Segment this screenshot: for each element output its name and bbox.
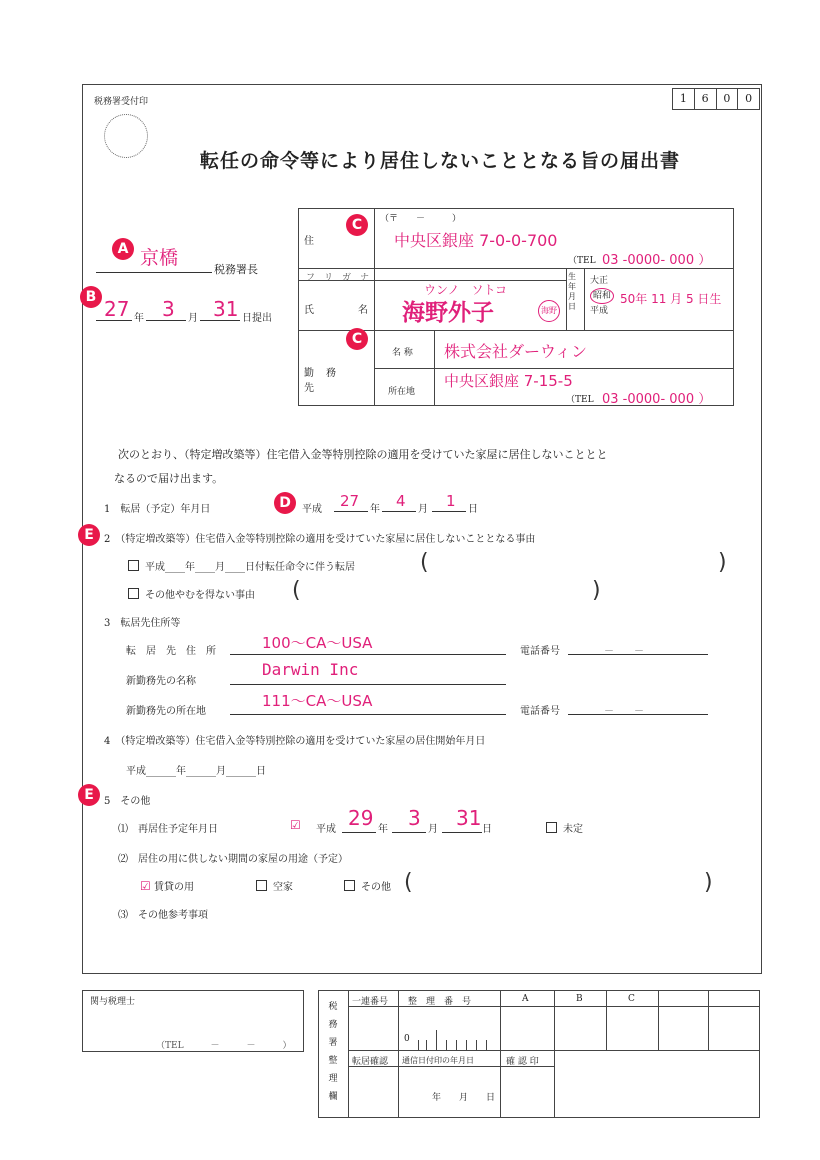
item2-option-1[interactable]: [128, 558, 355, 573]
checkbox[interactable]: [546, 822, 557, 833]
underline: [392, 832, 426, 833]
form-code-digit: 6: [695, 89, 717, 109]
item5-2-option-3-label: その他: [361, 882, 391, 893]
item5-2-option-3[interactable]: [344, 878, 391, 893]
name-label: 氏: [304, 305, 314, 316]
era-heisei: 平成: [590, 306, 609, 316]
item4-label: 4 （特定増改築等）住宅借入金等特別控除の適用を受けていた家屋の居住開始年月日: [104, 736, 486, 747]
tick: [476, 1040, 477, 1050]
era-options: [590, 274, 614, 318]
tick: [466, 1040, 467, 1050]
item1-month-unit: 月: [418, 504, 428, 515]
item2-option-2-label: その他やむを得ない事由: [145, 590, 255, 601]
item5-month-unit: 月: [428, 824, 438, 835]
item5-1-year: 29: [348, 806, 374, 830]
office-column-label: 税務署整理欄: [328, 1002, 338, 1102]
company-name-label: 名 称: [392, 348, 413, 358]
check-mark-icon[interactable]: ☑: [290, 818, 301, 832]
marker-d: D: [274, 492, 296, 514]
year-label: 年: [134, 313, 144, 324]
divider: [434, 330, 435, 406]
postal-label: （〒 － ）: [380, 214, 462, 224]
tick: [446, 1040, 447, 1050]
address-label: 住: [304, 236, 314, 247]
bracket-close: ): [592, 578, 601, 603]
furigana-value: ウンノ ソトコ: [424, 283, 508, 297]
form-code-digit: 0: [717, 89, 739, 109]
move-confirm-label: 転居確認: [352, 1057, 389, 1067]
serial-label: 一連番号: [352, 997, 389, 1007]
tax-office-name: 京橋: [140, 247, 179, 269]
form-title: 転任の命令等により居住しないこととなる旨の届出書: [199, 150, 680, 172]
divider: [606, 990, 607, 1050]
receipt-stamp-label: 税務署受付印: [94, 97, 149, 107]
bracket-open: (: [292, 578, 301, 603]
item1-year-unit: 年: [370, 504, 380, 515]
era-taisho: 大正: [590, 276, 609, 286]
marker-e-2: E: [78, 784, 100, 806]
divider: [374, 208, 375, 406]
company-tel-label: （TEL: [566, 395, 594, 405]
date-ymd: 年 月 日: [432, 1093, 496, 1103]
item1-day: 1: [446, 492, 456, 510]
item5-1-label: ⑴ 再居住予定年月日: [118, 824, 218, 835]
underline: [432, 511, 466, 512]
marker-e: E: [78, 524, 100, 546]
intro-line-2: なるので届け出ます。: [114, 472, 224, 485]
address-value: 中央区銀座 7-0-0-700: [394, 231, 558, 250]
item3-label: 3 転居先住所等: [104, 618, 181, 629]
underline: [200, 320, 240, 321]
bracket-open: (: [420, 550, 429, 575]
ref-tick-marks: [414, 1030, 490, 1050]
item5-1-undecided[interactable]: [546, 820, 583, 835]
birth-value: 50年 11 月 5 日生: [620, 292, 722, 306]
tax-office-underline: [96, 272, 212, 273]
item5-2-label: ⑵ 居住の用に供しない期間の家屋の用途（予定）: [118, 854, 348, 865]
company-address-value: 中央区銀座 7-15-5: [444, 372, 573, 390]
item1-day-unit: 日: [468, 504, 478, 515]
tax-accountant-label: 関与税理士: [90, 997, 136, 1007]
divider: [554, 990, 555, 1118]
date-stamp-label: 通信日付印の年月日: [402, 1056, 474, 1065]
tick: [426, 1040, 427, 1050]
item1-month: 4: [396, 492, 406, 510]
item1-label: 1 転居（予定）年月日: [104, 504, 211, 515]
day-label: 日提出: [242, 313, 272, 324]
underline: [568, 714, 708, 715]
ref-label: 整 理 番 号: [408, 997, 472, 1007]
underline: [230, 714, 506, 715]
marker-c-2: C: [346, 328, 368, 350]
submit-month: 3: [162, 297, 175, 321]
underline: [382, 511, 416, 512]
address-tel: 03 -0000- 000 ）: [602, 253, 712, 268]
ref-value: 0: [404, 1034, 410, 1044]
item3-company-address-value: 111〜CA〜USA: [262, 692, 373, 710]
name-label: 名: [358, 305, 368, 316]
item2-option-1-label: 平成____年____月____日付転任命令に伴う転居: [145, 562, 355, 573]
checkbox[interactable]: [128, 560, 139, 571]
submit-day: 31: [213, 297, 239, 321]
form-code-digit: 0: [745, 92, 753, 105]
underline: [334, 511, 368, 512]
item3-address-value: 100〜CA〜USA: [262, 634, 373, 652]
divider: [658, 990, 659, 1050]
item5-2-option-1[interactable]: [140, 878, 194, 893]
tick: [436, 1030, 437, 1050]
item5-day-unit: 日: [482, 824, 492, 835]
form-code-box: [672, 88, 760, 110]
check-mark-icon[interactable]: ☑: [140, 879, 151, 893]
underline: [442, 832, 482, 833]
submit-year: 27: [104, 297, 130, 321]
divider: [374, 368, 734, 369]
underline: [568, 654, 708, 655]
furigana-label: フ リ ガ ナ: [306, 273, 370, 283]
marker-a: A: [112, 238, 134, 260]
marker-b: B: [80, 286, 102, 308]
divider: [398, 990, 399, 1118]
item5-2-option-1-label: 賃貸の用: [153, 882, 194, 893]
col-b: B: [576, 994, 583, 1004]
item4-date: 平成______年______月______日: [126, 766, 266, 777]
month-label: 月: [188, 313, 198, 324]
company-tel: 03 -0000- 000 ）: [602, 392, 712, 407]
marker-c: C: [346, 214, 368, 236]
item3-company-address-label: 新勤務先の所在地: [126, 706, 206, 717]
work-label: 勤務先: [304, 368, 348, 394]
item3-address-label: 転 居 先 住 所: [126, 646, 216, 657]
birth-label: 生年月日: [568, 272, 576, 311]
divider: [298, 268, 734, 269]
tax-office-suffix: 税務署長: [214, 263, 258, 276]
item5-1-undecided-label: 未定: [563, 824, 583, 835]
col-c: C: [628, 994, 635, 1004]
item3-company-value: Darwin Inc: [262, 660, 359, 679]
checkbox[interactable]: [344, 880, 355, 891]
company-name-value: 株式会社ダーウィン: [444, 342, 588, 361]
item2-option-2[interactable]: [128, 586, 255, 601]
item5-2-option-2[interactable]: [256, 878, 293, 893]
tick: [486, 1040, 487, 1050]
underline: [146, 320, 186, 321]
underline: [96, 320, 132, 321]
checkbox[interactable]: [256, 880, 267, 891]
tick: [418, 1040, 419, 1050]
item3-tel2-value: － －: [604, 706, 644, 717]
item3-company-label: 新勤務先の名称: [126, 676, 196, 687]
era-showa: 昭和: [590, 288, 614, 304]
form-code-digit: 1: [673, 89, 695, 109]
item1-era: 平成: [302, 504, 322, 515]
tick: [456, 1040, 457, 1050]
item3-tel-value: － －: [604, 646, 644, 657]
item5-1-checkbox[interactable]: [290, 818, 301, 832]
underline: [342, 832, 376, 833]
divider: [500, 990, 501, 1118]
seal-stamp: 海野: [538, 300, 560, 322]
divider: [348, 990, 349, 1118]
confirm-label: 確 認 印: [506, 1057, 539, 1067]
item5-1-month: 3: [408, 806, 421, 830]
item5-1-day: 31: [456, 806, 482, 830]
item5-year-unit: 年: [378, 824, 388, 835]
item1-year: 27: [340, 492, 360, 510]
company-address-label: 所在地: [388, 387, 416, 397]
bracket-close: ): [704, 870, 713, 895]
underline: [230, 684, 506, 685]
item3-tel-label: 電話番号: [520, 646, 560, 657]
bracket-open: (: [404, 870, 413, 895]
applicant-name: 海野外子: [402, 300, 494, 326]
item5-3-label: ⑶ その他参考事項: [118, 910, 208, 921]
tax-accountant-tel: （TEL － － ）: [156, 1041, 292, 1051]
receipt-stamp-circle: [104, 114, 148, 158]
divider: [584, 268, 585, 330]
item5-label: 5 その他: [104, 796, 151, 807]
underline: [230, 654, 506, 655]
divider: [566, 268, 567, 330]
divider: [708, 990, 709, 1050]
checkbox[interactable]: [128, 588, 139, 599]
item3-tel2-label: 電話番号: [520, 706, 560, 717]
col-a: A: [522, 994, 529, 1004]
item5-1-era: 平成: [316, 824, 336, 835]
tel-label: （TEL: [568, 256, 596, 266]
bracket-close: ): [718, 550, 727, 575]
item5-2-option-2-label: 空家: [273, 882, 293, 893]
item2-label: 2 （特定増改築等）住宅借入金等特別控除の適用を受けていた家屋に居住しないこととなる事由: [104, 534, 536, 545]
intro-line-1: 次のとおり、（特定増改築等）住宅借入金等特別控除の適用を受けていた家屋に居住しないこととと: [118, 448, 608, 461]
